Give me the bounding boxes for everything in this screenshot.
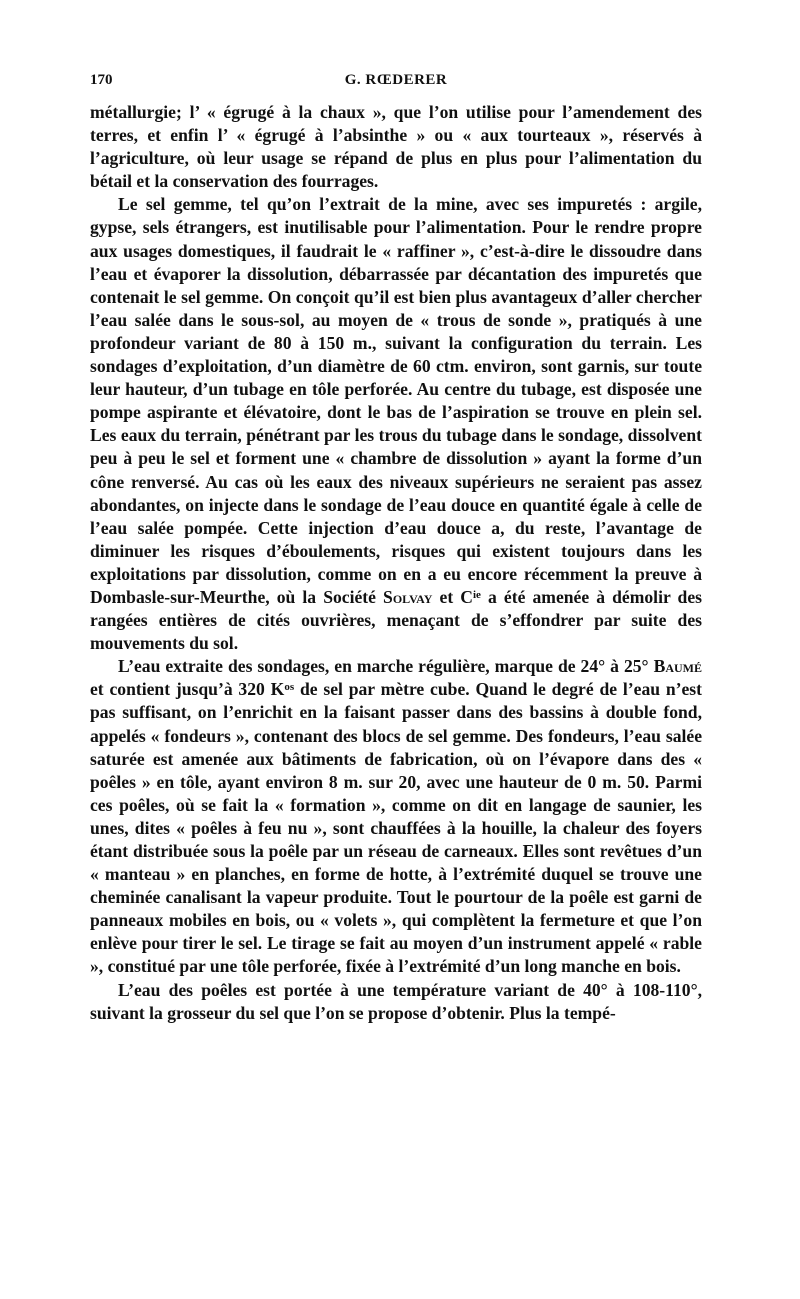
company-name: Solvay — [383, 586, 433, 607]
body-text — [90, 101, 702, 1025]
paragraph-text: a été amenée à démolir des rangées entières de cités ouvrières, menaçant de s’effondrer par suite des mouvements du sol. — [90, 586, 702, 654]
paragraph-text: et contient jusqu’à 320 K — [90, 679, 285, 700]
paragraph-sel-gemme — [90, 193, 702, 655]
superscript: os — [284, 681, 295, 694]
paragraph-poeles: L’eau des poêles est portée à une température variant de 40° à 108-110°, suivant la grosseur du sel que l’on se propose d’obtenir. Plus la tempé- — [90, 979, 702, 1023]
page-header — [90, 72, 702, 96]
paragraph-text: de sel par mètre cube. Quand le degré de l’eau n’est pas suffisant, on l’enrichit en la faisant passer dans des bassins à double fond, appelés « fondeurs », contenant des blocs de sel gemme. Des fondeurs, l’eau salée saturée est amenée aux bâtiments de fabrication, où on l’évapore dans des « poêles » en tôle, ayant environ 8 m. sur 20, avec une hauteur de 0 m. 50. Parmi ces poêles, où se fait la « formation », comme on dit en langage de saunier, les unes, dites « poêles à feu nu », sont chauffées à la houille, la chaleur des foyers étant distribuée sous la poêle par un réseau de carneaux. Elles sont revêtues d’un « manteau » en planches, en forme de hotte, à l’extrémité duquel se trouve une cheminée canalisant la vapeur produite. Tout le pourtour de la poêle est garni de panneaux mobiles en bois, ou « volets », qui complètent la fermeture et que l’on enlève pour tirer le sel. Le tirage se fait au moyen d’un instrument appelé « rable », constitué par une tôle perforée, fixée à l’extrémité d’un long manche en bois. — [90, 679, 702, 977]
running-head: G. RŒDERER — [344, 72, 448, 88]
page-number: 170 — [90, 72, 113, 88]
paragraph-text: et C — [432, 586, 473, 607]
paragraph-eau-extraite — [90, 655, 702, 978]
unit-name: Baumé — [653, 656, 702, 677]
paragraph-text: Le sel gemme, tel qu’on l’extrait de la mine, avec ses impuretés : argile, gypse, sels étrangers, est inutilisable pour l’alimentation. Pour le rendre propre aux usages domestiques, il faudrait le « raffiner », c’est-à-dire le dissoudre dans l’eau et évaporer la dissolution, débarrassée par décantation des impuretés que contenait le sel gemme. On conçoit qu’il est bien plus avantageux d’aller chercher l’eau salée dans le sous-sol, au moyen de « trous de sonde », pratiqués à une profondeur variant de 80 à 150 m., suivant la configuration du terrain. Les sondages d’exploitation, d’un diamètre de 60 ctm. environ, sont garnis, sur toute leur hauteur, d’un tubage en tôle perforée. Au centre du tubage, est disposée une pompe aspirante et élévatoire, dont le bas de l’aspiration se trouve en plein sel. Les eaux du terrain, pénétrant par les trous du tubage dans le sondage, dissolvent peu à peu le sel et forment une « chambre de dissolution » ayant la forme d’un cône renversé. Au cas où les eaux des niveaux supérieurs ne seraient pas assez abondantes, on injecte dans le sondage de l’eau douce en quantité égale à celle de l’eau salée pompée. Cette injection d’eau douce a, du reste, l’avantage de diminuer les risques d’éboulements, risques qui existent toujours dans les exploitations par dissolution, comme on en a eu encore récemment la preuve à Dombasle-sur-Meurthe, où la Société — [90, 194, 702, 607]
superscript: ie — [472, 588, 481, 601]
paragraph-continuation: métallurgie; l’ « égrugé à la chaux », que l’on utilise pour l’amendement des terres, et enfin l’ « égrugé à l’absinthe » ou « aux tourteaux », réservés à l’agriculture, où leur usage se répand de plus en plus pour l’alimentation du bétail et la conservation des fourrages. — [90, 102, 702, 192]
paragraph-text: L’eau extraite des sondages, en marche régulière, marque de 24° à 25° — [118, 656, 649, 677]
